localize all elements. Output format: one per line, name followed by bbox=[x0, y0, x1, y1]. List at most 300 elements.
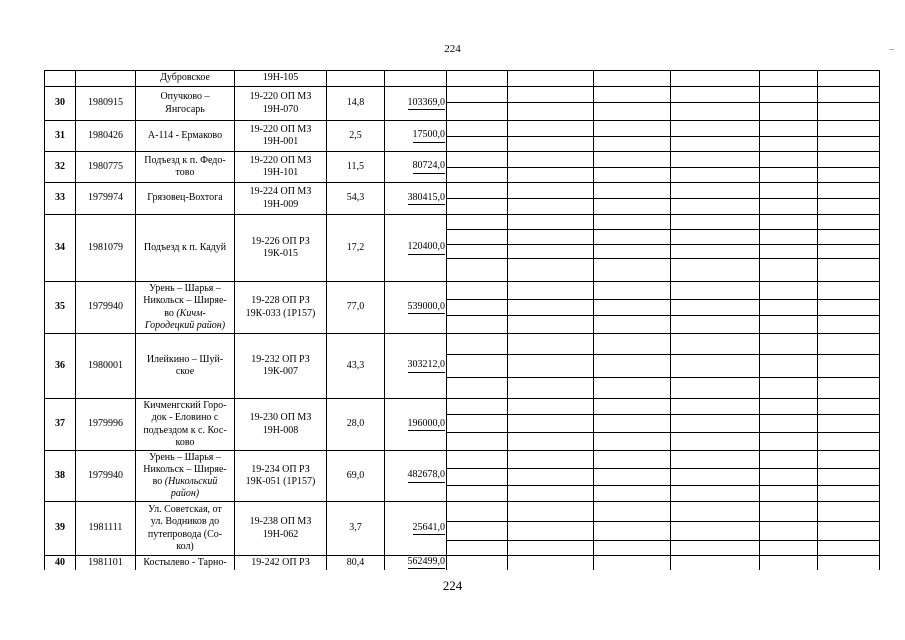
inner-rule bbox=[594, 244, 670, 245]
object-code-cell bbox=[76, 451, 136, 502]
inner-rule bbox=[818, 167, 879, 168]
inner-rule bbox=[508, 244, 593, 245]
empty-cell bbox=[508, 71, 594, 87]
empty-cell bbox=[594, 451, 671, 502]
amount-value: 80724,0 bbox=[413, 160, 446, 173]
empty-cell bbox=[760, 215, 818, 282]
inner-rule bbox=[671, 167, 759, 168]
inner-rule bbox=[818, 521, 879, 522]
empty-cell bbox=[818, 152, 880, 183]
empty-cell bbox=[760, 502, 818, 556]
inner-rule bbox=[671, 258, 759, 259]
row-number-cell bbox=[45, 399, 76, 451]
inner-rule bbox=[447, 468, 507, 469]
inner-rule bbox=[447, 521, 507, 522]
inner-rule bbox=[760, 432, 817, 433]
empty-cell bbox=[760, 183, 818, 215]
empty-cell bbox=[447, 71, 508, 87]
inner-rule bbox=[594, 299, 670, 300]
inner-rule bbox=[594, 540, 670, 541]
amount-cell bbox=[385, 282, 447, 334]
table-row bbox=[45, 334, 880, 399]
inner-rule bbox=[760, 299, 817, 300]
row-number-text: 33 bbox=[55, 192, 65, 204]
page-number-bottom: 224 bbox=[442, 578, 463, 593]
inner-rule bbox=[508, 485, 593, 486]
inner-rule bbox=[447, 102, 507, 103]
road-length-cell bbox=[327, 502, 385, 556]
road-name-text: Подъезд к п. Федо- тово bbox=[144, 154, 226, 178]
road-length-text: 3,7 bbox=[349, 522, 362, 534]
inner-rule bbox=[508, 521, 593, 522]
empty-cell bbox=[671, 451, 760, 502]
road-name-cell bbox=[136, 334, 235, 399]
empty-cell bbox=[760, 152, 818, 183]
amount-cell bbox=[385, 399, 447, 451]
empty-cell bbox=[671, 556, 760, 570]
inner-rule bbox=[818, 354, 879, 355]
empty-cell bbox=[447, 152, 508, 183]
road-name-cell bbox=[136, 215, 235, 282]
row-number-text: 32 bbox=[55, 160, 65, 172]
row-number-cell bbox=[45, 451, 76, 502]
amount-value: 482678,0 bbox=[408, 469, 446, 482]
row-number-cell bbox=[45, 121, 76, 152]
inner-rule bbox=[594, 167, 670, 168]
empty-cell bbox=[818, 451, 880, 502]
amount-value: 25641,0 bbox=[413, 522, 446, 535]
inner-rule bbox=[508, 136, 593, 137]
inner-rule bbox=[594, 229, 670, 230]
inner-rule bbox=[671, 468, 759, 469]
inner-rule bbox=[594, 354, 670, 355]
road-id-text: 19-234 ОП РЗ 19К-051 (1Р157) bbox=[245, 463, 316, 487]
amount-cell bbox=[385, 121, 447, 152]
amount-value: 120400,0 bbox=[408, 241, 446, 254]
empty-cell bbox=[508, 399, 594, 451]
object-code-cell bbox=[76, 215, 136, 282]
empty-cell bbox=[594, 152, 671, 183]
row-number-text: 37 bbox=[55, 418, 65, 430]
inner-rule bbox=[760, 136, 817, 137]
road-id-cell bbox=[235, 71, 327, 87]
row-number-text: 39 bbox=[55, 522, 65, 534]
empty-cell bbox=[671, 282, 760, 334]
inner-rule bbox=[818, 432, 879, 433]
page-edge-mark: – bbox=[889, 44, 894, 55]
inner-rule bbox=[594, 468, 670, 469]
empty-cell bbox=[508, 334, 594, 399]
empty-cell bbox=[760, 556, 818, 570]
table-row bbox=[45, 215, 880, 282]
empty-cell bbox=[508, 502, 594, 556]
road-name-cell bbox=[136, 87, 235, 121]
empty-cell bbox=[671, 121, 760, 152]
inner-rule bbox=[760, 540, 817, 541]
page-number-top: 224 bbox=[444, 43, 461, 55]
table-row bbox=[45, 451, 880, 502]
empty-cell bbox=[671, 183, 760, 215]
inner-rule bbox=[760, 229, 817, 230]
amount-cell bbox=[385, 183, 447, 215]
empty-cell bbox=[447, 87, 508, 121]
empty-cell bbox=[594, 87, 671, 121]
amount-value: 17500,0 bbox=[413, 129, 446, 142]
road-name-text: Кичменгский Горо- док - Еловино с подъездом к с. Кос- ково bbox=[143, 400, 227, 448]
road-name-text: Грязовец-Вохтога bbox=[147, 192, 223, 204]
table-row bbox=[45, 556, 880, 570]
inner-rule bbox=[447, 414, 507, 415]
inner-rule bbox=[671, 521, 759, 522]
inner-rule bbox=[594, 485, 670, 486]
road-name-text: Костылево - Тарно- bbox=[143, 556, 227, 568]
inner-rule bbox=[594, 102, 670, 103]
amount-cell bbox=[385, 334, 447, 399]
amount-value: 539000,0 bbox=[408, 301, 446, 314]
amount-cell bbox=[385, 71, 447, 87]
inner-rule bbox=[818, 136, 879, 137]
empty-cell bbox=[671, 71, 760, 87]
inner-rule bbox=[671, 354, 759, 355]
road-id-cell bbox=[235, 121, 327, 152]
road-id-text: 19-220 ОП МЗ 19Н-101 bbox=[249, 154, 312, 178]
inner-rule bbox=[447, 258, 507, 259]
road-length-text: 28,0 bbox=[346, 418, 365, 430]
inner-rule bbox=[508, 377, 593, 378]
inner-rule bbox=[508, 198, 593, 199]
empty-cell bbox=[594, 334, 671, 399]
inner-rule bbox=[760, 414, 817, 415]
road-name-cell bbox=[136, 152, 235, 183]
row-number-cell bbox=[45, 183, 76, 215]
row-number-text: 36 bbox=[55, 359, 65, 371]
empty-cell bbox=[760, 399, 818, 451]
inner-rule bbox=[447, 354, 507, 355]
road-id-text: 19-242 ОП РЗ bbox=[251, 556, 310, 568]
inner-rule bbox=[818, 244, 879, 245]
row-number-cell bbox=[45, 334, 76, 399]
inner-rule bbox=[760, 258, 817, 259]
empty-cell bbox=[447, 502, 508, 556]
object-code-text: 1979940 bbox=[88, 469, 123, 481]
amount-value: 380415,0 bbox=[408, 192, 446, 205]
inner-rule bbox=[447, 377, 507, 378]
row-number-cell bbox=[45, 282, 76, 334]
amount-cell bbox=[385, 556, 447, 570]
object-code-cell bbox=[76, 502, 136, 556]
inner-rule bbox=[760, 315, 817, 316]
road-id-text: 19-220 ОП МЗ 19Н-001 bbox=[249, 123, 312, 147]
inner-rule bbox=[447, 167, 507, 168]
empty-cell bbox=[818, 121, 880, 152]
road-id-text: 19-228 ОП РЗ 19К-033 (1Р157) bbox=[245, 295, 316, 319]
amount-cell bbox=[385, 215, 447, 282]
inner-rule bbox=[447, 432, 507, 433]
inner-rule bbox=[508, 354, 593, 355]
district-note: (Никольский район) bbox=[164, 476, 218, 500]
inner-rule bbox=[760, 354, 817, 355]
inner-rule bbox=[447, 229, 507, 230]
inner-rule bbox=[671, 432, 759, 433]
road-length-text: 43,3 bbox=[346, 359, 365, 371]
roads-table bbox=[44, 70, 880, 570]
inner-rule bbox=[594, 521, 670, 522]
road-name-text: Ул. Советская, от ул. Водников до путепровода (Со- кол) bbox=[147, 504, 223, 552]
inner-rule bbox=[447, 244, 507, 245]
inner-rule bbox=[508, 315, 593, 316]
inner-rule bbox=[818, 102, 879, 103]
road-length-cell bbox=[327, 334, 385, 399]
row-number-cell bbox=[45, 71, 76, 87]
inner-rule bbox=[818, 299, 879, 300]
inner-rule bbox=[760, 485, 817, 486]
inner-rule bbox=[671, 414, 759, 415]
inner-rule bbox=[760, 377, 817, 378]
road-name-text: А-114 - Ермаково bbox=[147, 129, 223, 141]
empty-cell bbox=[508, 152, 594, 183]
road-length-cell bbox=[327, 399, 385, 451]
empty-cell bbox=[760, 282, 818, 334]
object-code-text: 1981079 bbox=[88, 241, 123, 253]
road-name-text: Урень – Шарья – Никольск – Ширяе- во bbox=[143, 283, 227, 319]
inner-rule bbox=[508, 229, 593, 230]
road-name-cell bbox=[136, 556, 235, 570]
road-name-cell bbox=[136, 502, 235, 556]
inner-rule bbox=[818, 229, 879, 230]
inner-rule bbox=[671, 540, 759, 541]
empty-cell bbox=[671, 334, 760, 399]
row-number-text: 38 bbox=[55, 469, 65, 481]
object-code-text: 1980001 bbox=[88, 359, 123, 371]
inner-rule bbox=[818, 377, 879, 378]
empty-cell bbox=[447, 121, 508, 152]
inner-rule bbox=[508, 432, 593, 433]
road-length-cell bbox=[327, 71, 385, 87]
inner-rule bbox=[508, 102, 593, 103]
object-code-cell bbox=[76, 152, 136, 183]
empty-cell bbox=[594, 399, 671, 451]
object-code-cell bbox=[76, 71, 136, 87]
road-name-text: Илейкино – Шуй- ское bbox=[146, 353, 224, 377]
table-row bbox=[45, 399, 880, 451]
road-length-text: 17,2 bbox=[346, 241, 365, 253]
road-id-cell bbox=[235, 87, 327, 121]
empty-cell bbox=[508, 183, 594, 215]
inner-rule bbox=[508, 540, 593, 541]
road-name-cell bbox=[136, 71, 235, 87]
inner-rule bbox=[760, 521, 817, 522]
road-length-text: 54,3 bbox=[346, 192, 365, 204]
object-code-text: 1980775 bbox=[88, 160, 123, 172]
object-code-cell bbox=[76, 282, 136, 334]
empty-cell bbox=[818, 502, 880, 556]
road-length-text: 11,5 bbox=[346, 160, 365, 172]
empty-cell bbox=[447, 334, 508, 399]
row-number-text: 31 bbox=[55, 129, 65, 141]
road-id-text: 19-232 ОП РЗ 19К-007 bbox=[251, 353, 310, 377]
row-number-text: 30 bbox=[55, 97, 65, 109]
empty-cell bbox=[594, 121, 671, 152]
empty-cell bbox=[760, 451, 818, 502]
inner-rule bbox=[671, 244, 759, 245]
inner-rule bbox=[671, 377, 759, 378]
road-id-cell bbox=[235, 451, 327, 502]
inner-rule bbox=[594, 198, 670, 199]
road-id-cell bbox=[235, 152, 327, 183]
amount-cell bbox=[385, 152, 447, 183]
inner-rule bbox=[818, 540, 879, 541]
empty-cell bbox=[594, 183, 671, 215]
row-number-cell bbox=[45, 152, 76, 183]
row-number-cell bbox=[45, 215, 76, 282]
road-name-cell bbox=[136, 282, 235, 334]
road-length-text: 69,0 bbox=[346, 469, 365, 481]
table-row bbox=[45, 71, 880, 87]
empty-cell bbox=[671, 152, 760, 183]
empty-cell bbox=[447, 399, 508, 451]
road-length-cell bbox=[327, 121, 385, 152]
empty-cell bbox=[508, 215, 594, 282]
inner-rule bbox=[671, 485, 759, 486]
empty-cell bbox=[818, 334, 880, 399]
object-code-text: 1979996 bbox=[88, 418, 123, 430]
amount-value: 562499,0 bbox=[408, 556, 446, 569]
empty-cell bbox=[594, 71, 671, 87]
empty-cell bbox=[508, 87, 594, 121]
road-length-cell bbox=[327, 282, 385, 334]
road-length-cell bbox=[327, 183, 385, 215]
road-length-cell bbox=[327, 451, 385, 502]
inner-rule bbox=[447, 136, 507, 137]
object-code-cell bbox=[76, 334, 136, 399]
inner-rule bbox=[671, 315, 759, 316]
empty-cell bbox=[818, 215, 880, 282]
empty-cell bbox=[447, 215, 508, 282]
inner-rule bbox=[594, 315, 670, 316]
table-row bbox=[45, 282, 880, 334]
object-code-cell bbox=[76, 399, 136, 451]
empty-cell bbox=[447, 556, 508, 570]
empty-cell bbox=[760, 71, 818, 87]
road-id-cell bbox=[235, 215, 327, 282]
row-number-cell bbox=[45, 556, 76, 570]
amount-value: 196000,0 bbox=[408, 418, 446, 431]
inner-rule bbox=[594, 414, 670, 415]
inner-rule bbox=[447, 315, 507, 316]
road-id-text: 19-230 ОП МЗ 19Н-008 bbox=[249, 412, 312, 436]
inner-rule bbox=[508, 167, 593, 168]
inner-rule bbox=[594, 377, 670, 378]
empty-cell bbox=[818, 71, 880, 87]
road-id-text: 19-224 ОП МЗ 19Н-009 bbox=[249, 186, 312, 210]
object-code-text: 1979940 bbox=[88, 301, 123, 313]
empty-cell bbox=[671, 502, 760, 556]
inner-rule bbox=[818, 258, 879, 259]
road-id-cell bbox=[235, 282, 327, 334]
empty-cell bbox=[818, 183, 880, 215]
road-length-text: 2,5 bbox=[349, 129, 362, 141]
empty-cell bbox=[447, 183, 508, 215]
inner-rule bbox=[818, 485, 879, 486]
road-id-text: 19-220 ОП МЗ 19Н-070 bbox=[249, 91, 312, 115]
empty-cell bbox=[594, 556, 671, 570]
inner-rule bbox=[818, 198, 879, 199]
road-length-cell bbox=[327, 87, 385, 121]
empty-cell bbox=[508, 451, 594, 502]
table-row bbox=[45, 152, 880, 183]
inner-rule bbox=[447, 299, 507, 300]
row-number-cell bbox=[45, 502, 76, 556]
table-row bbox=[45, 183, 880, 215]
object-code-cell bbox=[76, 183, 136, 215]
amount-cell bbox=[385, 502, 447, 556]
table-row bbox=[45, 87, 880, 121]
inner-rule bbox=[594, 258, 670, 259]
inner-rule bbox=[508, 468, 593, 469]
road-id-cell bbox=[235, 399, 327, 451]
empty-cell bbox=[818, 282, 880, 334]
object-code-cell bbox=[76, 87, 136, 121]
empty-cell bbox=[508, 556, 594, 570]
empty-cell bbox=[508, 121, 594, 152]
road-length-cell bbox=[327, 152, 385, 183]
road-id-cell bbox=[235, 502, 327, 556]
inner-rule bbox=[508, 299, 593, 300]
inner-rule bbox=[760, 198, 817, 199]
object-code-text: 1980915 bbox=[88, 97, 123, 109]
road-id-cell bbox=[235, 334, 327, 399]
empty-cell bbox=[818, 87, 880, 121]
empty-cell bbox=[447, 451, 508, 502]
empty-cell bbox=[447, 282, 508, 334]
road-name-cell bbox=[136, 183, 235, 215]
amount-cell bbox=[385, 451, 447, 502]
empty-cell bbox=[671, 399, 760, 451]
road-id-text: 19-226 ОП РЗ 19К-015 bbox=[251, 235, 310, 259]
road-name-text: Дубровское bbox=[160, 72, 210, 84]
inner-rule bbox=[447, 485, 507, 486]
road-id-text: 19-238 ОП МЗ 19Н-062 bbox=[249, 516, 312, 540]
inner-rule bbox=[671, 102, 759, 103]
inner-rule bbox=[760, 244, 817, 245]
object-code-text: 1979974 bbox=[88, 192, 123, 204]
district-note: (Кичм- Городецкий район) bbox=[144, 307, 226, 331]
empty-cell bbox=[508, 282, 594, 334]
inner-rule bbox=[818, 414, 879, 415]
empty-cell bbox=[760, 334, 818, 399]
empty-cell bbox=[671, 87, 760, 121]
road-length-cell bbox=[327, 556, 385, 570]
inner-rule bbox=[671, 198, 759, 199]
inner-rule bbox=[447, 540, 507, 541]
empty-cell bbox=[818, 399, 880, 451]
amount-value: 103369,0 bbox=[408, 97, 446, 110]
inner-rule bbox=[447, 198, 507, 199]
road-id-cell bbox=[235, 556, 327, 570]
inner-rule bbox=[671, 136, 759, 137]
inner-rule bbox=[760, 468, 817, 469]
road-length-text: 77,0 bbox=[346, 301, 365, 313]
inner-rule bbox=[671, 299, 759, 300]
inner-rule bbox=[508, 258, 593, 259]
empty-cell bbox=[594, 215, 671, 282]
row-number-text: 40 bbox=[55, 556, 65, 568]
inner-rule bbox=[818, 468, 879, 469]
inner-rule bbox=[508, 414, 593, 415]
road-name-text: Подъезд к п. Кадуй bbox=[143, 241, 227, 253]
empty-cell bbox=[594, 502, 671, 556]
object-code-text: 1980426 bbox=[88, 129, 123, 141]
